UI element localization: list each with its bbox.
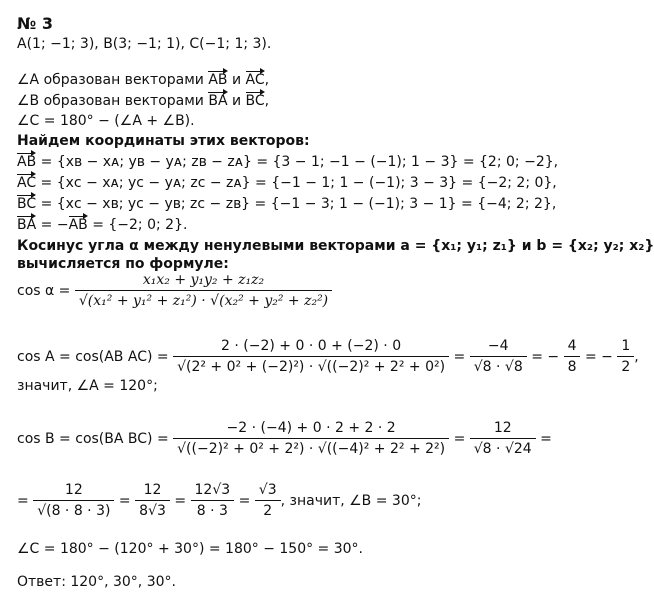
- cos-b-lhs: cos B = cos(BA BC) =: [17, 431, 169, 447]
- cos-b-line: cos B = cos(BA BC) = $\frac{-2 \cdot (-4) + 0 \cdot 2 + 2 \cdot 2}{\text{√((−2)² + 0² + 2²) · √((−4)² + 2² + 2²)}}$ = $\frac{12}{√8 \cdot √24}$ =: [17, 420, 552, 457]
- cos-b-d-num: √3: [255, 482, 281, 501]
- vector-ac-label: AC: [17, 175, 37, 191]
- cos-a-r2-num: 4: [564, 338, 581, 357]
- cos-a-r1-num: −4: [470, 338, 527, 357]
- vector-ab-expr: = {xʙ − xᴀ; yʙ − yᴀ; zʙ − zᴀ} = {3 − 1; −1 − (−1); 1 − 3} = {2; 0; −2},: [36, 154, 559, 170]
- cosine-intro-2: вычисляется по формуле:: [17, 256, 229, 272]
- angle-c-final: ∠C = 180° − (120° + 30°) = 180° − 150° = 30°.: [17, 541, 364, 557]
- cos-b-r1-num: 12: [470, 420, 536, 439]
- cosine-formula: [17, 272, 332, 310]
- cos-a-r3-num: 1: [617, 338, 634, 357]
- formula-numerator: x₁x₂ + y₁y₂ + z₁z₂: [75, 272, 332, 291]
- vector-ba-expr: = −: [36, 217, 69, 233]
- formula-denominator: √(x₁² + y₁² + z₁²) · √(x₂² + y₂² + z₂²): [78, 293, 329, 309]
- angle-b-line: [17, 93, 269, 110]
- cos-a-r2-den: 8: [567, 359, 577, 375]
- points-line: A(1; −1; 3), B(3; −1; 1), C(−1; 1; 3).: [17, 36, 272, 52]
- vector-ac-coords: [17, 175, 557, 192]
- cos-b-numerator: −2 · (−4) + 0 · 2 + 2 · 2: [173, 420, 449, 439]
- vector-bc-label: BC: [17, 196, 37, 212]
- cos-b-d-den: 2: [263, 503, 273, 519]
- cos-b-result-1: [470, 420, 536, 458]
- vector-ba-result: = {−2; 0; 2}.: [87, 217, 188, 233]
- answer-line: Ответ: 120°, 30°, 30°.: [17, 574, 176, 590]
- find-heading: Найдем координаты этих векторов:: [17, 133, 310, 149]
- vector-ab-neg-label: AB: [68, 217, 88, 233]
- cos-b-conclusion: , значит, ∠B = 30°;: [280, 493, 422, 509]
- angle-b-post: ,: [264, 93, 270, 109]
- cosine-intro: Косинус угла α между ненулевыми векторами a = {x₁; y₁; z₁} и b = {x₂; y₂; x₂}: [17, 238, 654, 254]
- cos-b-c-den: 8 · 3: [196, 503, 228, 519]
- cos-b-cont-b: [135, 482, 170, 520]
- cos-b-continuation: = $\frac{12}{√(8 \cdot 8 \cdot 3)}$ = $\frac{12}{8√3}$ = $\frac{12√3}{8 \cdot 3}$ = $\frac{√3}{2}$ , значит, ∠B = 30°;: [17, 482, 422, 519]
- angle-a-post: ,: [264, 72, 270, 88]
- angle-c-line: ∠C = 180° − (∠A + ∠B).: [17, 113, 195, 129]
- angle-a-line: [17, 72, 269, 89]
- vector-bc-coords: [17, 196, 556, 213]
- cos-a-numerator: 2 · (−2) + 0 · 0 + (−2) · 0: [173, 338, 449, 357]
- cos-b-c-num: 12√3: [191, 482, 235, 501]
- cos-b-b-den: 8√3: [139, 503, 166, 519]
- vector-ab: AB: [208, 72, 228, 88]
- cos-b-cont-c: [191, 482, 235, 520]
- vector-ba-coords: [17, 217, 187, 234]
- problem-number: № 3: [17, 14, 53, 33]
- angle-a-mid: и: [227, 72, 246, 88]
- cos-b-cont-d: [255, 482, 281, 520]
- angle-a-pre: ∠A образован векторами: [17, 72, 209, 88]
- cos-a-conclusion: значит, ∠A = 120°;: [17, 378, 158, 394]
- vector-ac: AC: [245, 72, 265, 88]
- cos-a-fraction: [173, 338, 449, 376]
- vector-bc: BC: [245, 93, 265, 109]
- cos-a-r3-den: 2: [621, 359, 631, 375]
- vector-bc-expr: = {xᴄ − xʙ; yᴄ − yʙ; zᴄ − zʙ} = {−1 − 3; 1 − (−1); 3 − 1} = {−4; 2; 2},: [36, 196, 557, 212]
- vector-ac-expr: = {xᴄ − xᴀ; yᴄ − yᴀ; zᴄ − zᴀ} = {−1 − 1; 1 − (−1); 3 − 3} = {−2; 2; 0},: [36, 175, 557, 191]
- vector-ab-label: AB: [17, 154, 37, 170]
- vector-ba: BA: [208, 93, 228, 109]
- cos-b-a-den: √(8 · 8 · 3): [37, 503, 111, 519]
- cos-b-fraction: [173, 420, 449, 458]
- angle-b-pre: ∠B образован векторами: [17, 93, 209, 109]
- cos-b-a-num: 12: [33, 482, 114, 501]
- cos-a-r1-den: √8 · √8: [473, 359, 523, 375]
- cos-b-r1-den: √8 · √24: [473, 441, 532, 457]
- cos-b-denominator: √((−2)² + 0² + 2²) · √((−4)² + 2² + 2²): [177, 441, 446, 457]
- angle-b-mid: и: [227, 93, 246, 109]
- formula-lhs: cos α =: [17, 283, 71, 299]
- cos-a-denominator: √(2² + 0² + (−2)²) · √((−2)² + 2² + 0²): [177, 359, 446, 375]
- cos-a-result-1: [470, 338, 527, 376]
- vector-ba-label: BA: [17, 217, 37, 233]
- formula-fraction: [75, 272, 332, 310]
- cos-a-result-3: [617, 338, 634, 376]
- vector-ab-coords: [17, 154, 558, 171]
- cos-b-cont-a: [33, 482, 114, 520]
- cos-a-result-2: [564, 338, 581, 376]
- cos-a-line: cos A = cos(AB AC) = $\frac{2 \cdot (-2) + 0 \cdot 0 + (-2) \cdot 0}{\text{√(2² + 0² + (−2)²) · √((−2)² + 2² + 0²)}}$ = $\frac{-4}{√8 \cdot √8}$ = − $\frac{4}{8}$ = − $\frac{1}{2}$ ,: [17, 338, 639, 375]
- cos-a-lhs: cos A = cos(AB AC) =: [17, 349, 169, 365]
- cos-b-b-num: 12: [135, 482, 170, 501]
